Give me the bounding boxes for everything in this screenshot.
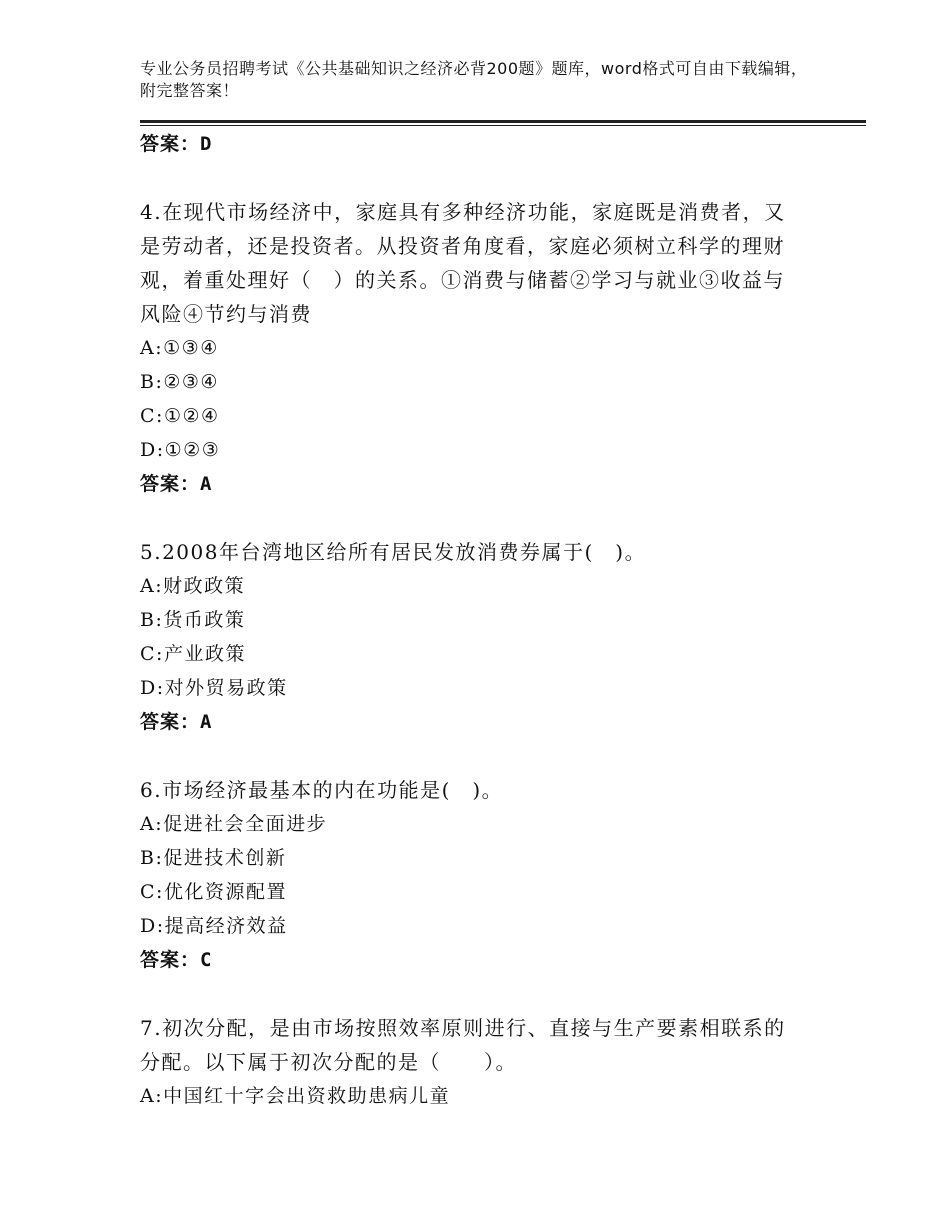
question-5 [140,535,800,739]
option-d: D:对外贸易政策 [140,677,288,699]
answer-label: 答案： [140,949,201,971]
option-a: A:①③④ [140,337,219,359]
option-d: D:提高经济效益 [140,915,288,937]
question-text: 4.在现代市场经济中，家庭具有多种经济功能，家庭既是消费者，又是劳动者，还是投资者。从投资者角度看，家庭必须树立科学的理财观，着重处理好（ ）的关系。①消费与储蓄②学习与就业③收益与风险④节约与消费 [140,200,786,326]
answer-label: 答案： [140,711,201,733]
header-rule-thin [140,125,866,126]
answer [140,467,800,501]
option-b: B:货币政策 [140,609,246,631]
option-d: D:①②③ [140,439,221,461]
prev-answer [140,127,800,161]
answer-label: 答案： [140,473,201,495]
answer-value: C [200,949,213,971]
header-title: 专业公务员招聘考试《公共基础知识之经济必背200题》题库，word格式可自由下载编辑，附完整答案！ [140,59,808,100]
question-text: 5.2008年台湾地区给所有居民发放消费券属于( )。 [140,540,647,564]
option-a: A:财政政策 [140,575,246,597]
option-c: C:优化资源配置 [140,881,287,903]
answer-value: A [200,473,213,495]
question-list [140,127,800,1113]
option-b: B:促进技术创新 [140,847,287,869]
option-a: A:中国红十字会出资救助患病儿童 [140,1085,451,1107]
header-rule-thick [140,120,866,123]
question-text: 7.初次分配，是由市场按照效率原则进行、直接与生产要素相联系的分配。以下属于初次分配的是（ ）。 [140,1016,786,1074]
answer-label: 答案： [140,133,201,155]
option-c: C:①②④ [140,405,220,427]
question-7 [140,1011,800,1113]
answer [140,943,800,977]
option-c: C:产业政策 [140,643,246,665]
page-header [140,58,820,102]
answer-value: A [200,711,213,733]
question-4 [140,195,800,501]
question-6 [140,773,800,977]
answer-value: D [200,133,213,155]
question-text: 6.市场经济最基本的内在功能是( )。 [140,778,504,802]
option-b: B:②③④ [140,371,219,393]
answer [140,705,800,739]
option-a: A:促进社会全面进步 [140,813,328,835]
